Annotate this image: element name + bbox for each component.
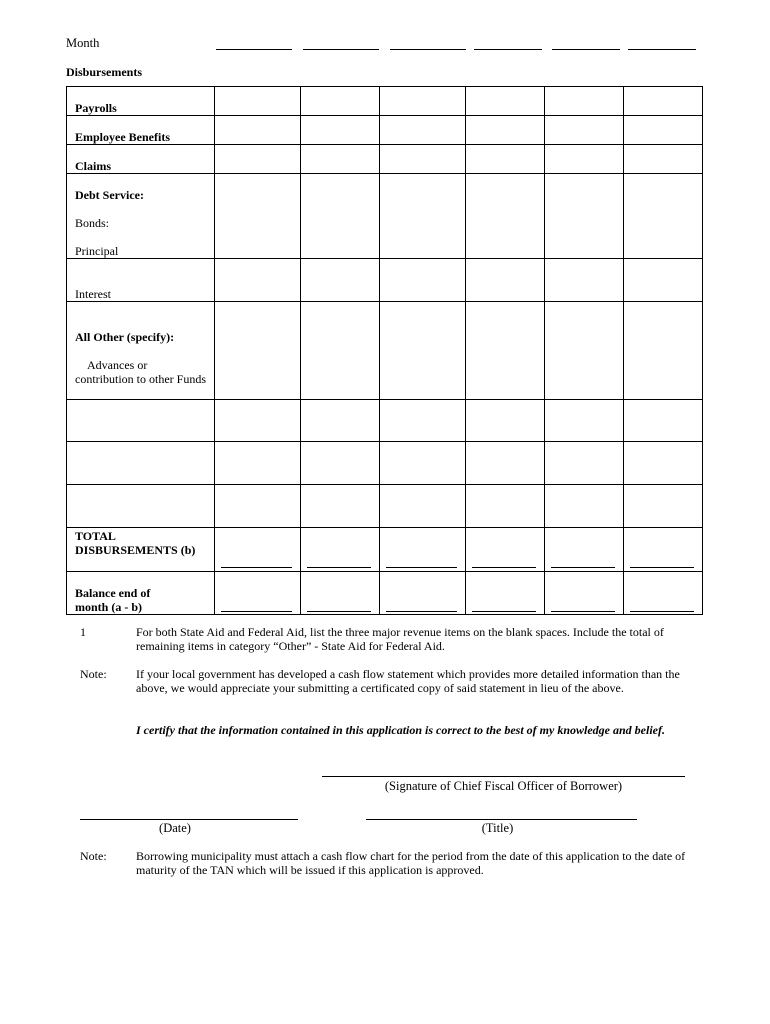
- data-cell[interactable]: [466, 145, 545, 174]
- data-cell[interactable]: [545, 485, 624, 528]
- balance-input-line[interactable]: [472, 611, 536, 612]
- table-row: [67, 259, 703, 302]
- row-sublabel: Principal: [75, 244, 119, 258]
- data-cell[interactable]: [215, 259, 301, 302]
- data-cell[interactable]: [624, 87, 703, 116]
- row-sublabel: Advances or contribution to other Funds: [75, 358, 206, 386]
- data-cell[interactable]: [301, 442, 380, 485]
- note-label: Note:: [80, 849, 107, 863]
- data-cell[interactable]: [301, 116, 380, 145]
- row-label: Balance end of month (a - b): [75, 586, 151, 614]
- data-cell[interactable]: [545, 87, 624, 116]
- row-label-cell[interactable]: [67, 485, 215, 528]
- data-cell[interactable]: [301, 485, 380, 528]
- data-cell[interactable]: [545, 145, 624, 174]
- row-sublabel: Bonds:: [75, 216, 110, 230]
- row-label-cell: [67, 145, 215, 174]
- data-cell[interactable]: [466, 174, 545, 259]
- data-cell[interactable]: [545, 116, 624, 145]
- footnote-text: For both State Aid and Federal Aid, list the three major revenue items on the blank spaces. Include the total of remaining items in category “Other” - State Aid for Federal Aid.: [136, 625, 664, 653]
- balance-cell[interactable]: [545, 572, 624, 615]
- signature-line[interactable]: [322, 776, 685, 777]
- month-input-4[interactable]: [474, 49, 542, 50]
- total-input-line[interactable]: [472, 567, 536, 568]
- table-row: [67, 87, 703, 116]
- balance-input-line[interactable]: [386, 611, 457, 612]
- footnote-marker: 1: [80, 625, 86, 639]
- balance-input-line[interactable]: [630, 611, 694, 612]
- data-cell[interactable]: [301, 145, 380, 174]
- balance-cell[interactable]: [624, 572, 703, 615]
- certification-statement: I certify that the information contained in this application is correct to the best of my knowledge and belief.: [136, 723, 665, 737]
- data-cell[interactable]: [545, 174, 624, 259]
- data-cell[interactable]: [301, 259, 380, 302]
- data-cell[interactable]: [466, 485, 545, 528]
- row-label-cell[interactable]: [67, 400, 215, 442]
- table-row: [67, 145, 703, 174]
- data-cell[interactable]: [466, 302, 545, 400]
- data-cell[interactable]: [466, 87, 545, 116]
- total-input-line[interactable]: [630, 567, 694, 568]
- month-input-5[interactable]: [552, 49, 620, 50]
- title-caption: (Title): [481, 821, 514, 835]
- data-cell[interactable]: [624, 259, 703, 302]
- data-cell[interactable]: [624, 485, 703, 528]
- month-label: Month: [66, 36, 100, 50]
- data-cell[interactable]: [301, 87, 380, 116]
- total-input-line[interactable]: [386, 567, 457, 568]
- row-label: All Other (specify):: [75, 330, 175, 344]
- section-title: Disbursements: [66, 65, 143, 79]
- data-cell[interactable]: [380, 485, 466, 528]
- balance-input-line[interactable]: [221, 611, 292, 612]
- table-row: [67, 400, 703, 442]
- table-row: [67, 442, 703, 485]
- balance-cell[interactable]: [466, 572, 545, 615]
- data-cell[interactable]: [380, 400, 466, 442]
- data-cell[interactable]: [301, 174, 380, 259]
- month-input-1[interactable]: [216, 49, 292, 50]
- row-label-cell: [67, 302, 215, 400]
- data-cell[interactable]: [466, 400, 545, 442]
- data-cell[interactable]: [466, 259, 545, 302]
- row-label-cell: [67, 116, 215, 145]
- row-label-cell: [67, 87, 215, 116]
- month-input-2[interactable]: [303, 49, 379, 50]
- total-cell[interactable]: [624, 528, 703, 572]
- total-cell[interactable]: [301, 528, 380, 572]
- data-cell[interactable]: [624, 174, 703, 259]
- data-cell[interactable]: [215, 87, 301, 116]
- row-label: Claims: [75, 159, 111, 173]
- note-text: Borrowing municipality must attach a cash flow chart for the period from the date of this application to the date of maturity of the TAN which will be issued if this application is approved.: [136, 849, 686, 877]
- total-input-line[interactable]: [551, 567, 615, 568]
- row-label-cell: [67, 259, 215, 302]
- data-cell[interactable]: [215, 174, 301, 259]
- balance-cell[interactable]: [301, 572, 380, 615]
- row-label: Payrolls: [75, 101, 117, 115]
- total-cell[interactable]: [545, 528, 624, 572]
- data-cell[interactable]: [215, 302, 301, 400]
- data-cell[interactable]: [380, 302, 466, 400]
- data-cell[interactable]: [545, 442, 624, 485]
- row-label-cell[interactable]: [67, 442, 215, 485]
- row-label: TOTAL DISBURSEMENTS (b): [75, 529, 196, 557]
- data-cell[interactable]: [215, 400, 301, 442]
- month-input-6[interactable]: [628, 49, 696, 50]
- data-cell[interactable]: [380, 145, 466, 174]
- note-text: If your local government has developed a cash flow statement which provides more detailed information than the above, we would appreciate your submitting a certificated copy of said statement in lieu of the above.: [136, 667, 680, 695]
- data-cell[interactable]: [624, 145, 703, 174]
- balance-cell[interactable]: [380, 572, 466, 615]
- total-input-line[interactable]: [307, 567, 371, 568]
- note-label: Note:: [80, 667, 107, 681]
- table-row: [67, 174, 703, 259]
- row-label: Employee Benefits: [75, 130, 170, 144]
- row-label-cell: [67, 174, 215, 259]
- data-cell[interactable]: [215, 485, 301, 528]
- data-cell[interactable]: [466, 442, 545, 485]
- data-cell[interactable]: [215, 116, 301, 145]
- table-row: [67, 528, 703, 572]
- total-cell[interactable]: [380, 528, 466, 572]
- disbursements-table: [66, 86, 703, 615]
- balance-input-line[interactable]: [551, 611, 615, 612]
- data-cell[interactable]: [380, 87, 466, 116]
- data-cell[interactable]: [380, 442, 466, 485]
- signature-caption: (Signature of Chief Fiscal Officer of Borrower): [384, 779, 623, 793]
- data-cell[interactable]: [624, 400, 703, 442]
- data-cell[interactable]: [624, 116, 703, 145]
- title-line[interactable]: [366, 819, 637, 820]
- row-label-cell: [67, 572, 215, 615]
- table-row: [67, 485, 703, 528]
- balance-input-line[interactable]: [307, 611, 371, 612]
- table-row: [67, 302, 703, 400]
- data-cell[interactable]: [624, 442, 703, 485]
- data-cell[interactable]: [215, 442, 301, 485]
- total-cell[interactable]: [466, 528, 545, 572]
- row-label: Debt Service:: [75, 188, 144, 202]
- date-line[interactable]: [80, 819, 298, 820]
- total-cell[interactable]: [215, 528, 301, 572]
- data-cell[interactable]: [545, 259, 624, 302]
- data-cell[interactable]: [624, 302, 703, 400]
- total-input-line[interactable]: [221, 567, 292, 568]
- data-cell[interactable]: [380, 259, 466, 302]
- row-label-cell: [67, 528, 215, 572]
- data-cell[interactable]: [380, 116, 466, 145]
- date-caption: (Date): [159, 821, 191, 835]
- table-row: [67, 116, 703, 145]
- data-cell[interactable]: [380, 174, 466, 259]
- data-cell[interactable]: [301, 400, 380, 442]
- data-cell[interactable]: [215, 145, 301, 174]
- month-input-3[interactable]: [390, 49, 466, 50]
- data-cell[interactable]: [545, 302, 624, 400]
- data-cell[interactable]: [466, 116, 545, 145]
- data-cell[interactable]: [545, 400, 624, 442]
- row-label: Interest: [75, 287, 111, 301]
- balance-cell[interactable]: [215, 572, 301, 615]
- table-row: [67, 572, 703, 615]
- data-cell[interactable]: [301, 302, 380, 400]
